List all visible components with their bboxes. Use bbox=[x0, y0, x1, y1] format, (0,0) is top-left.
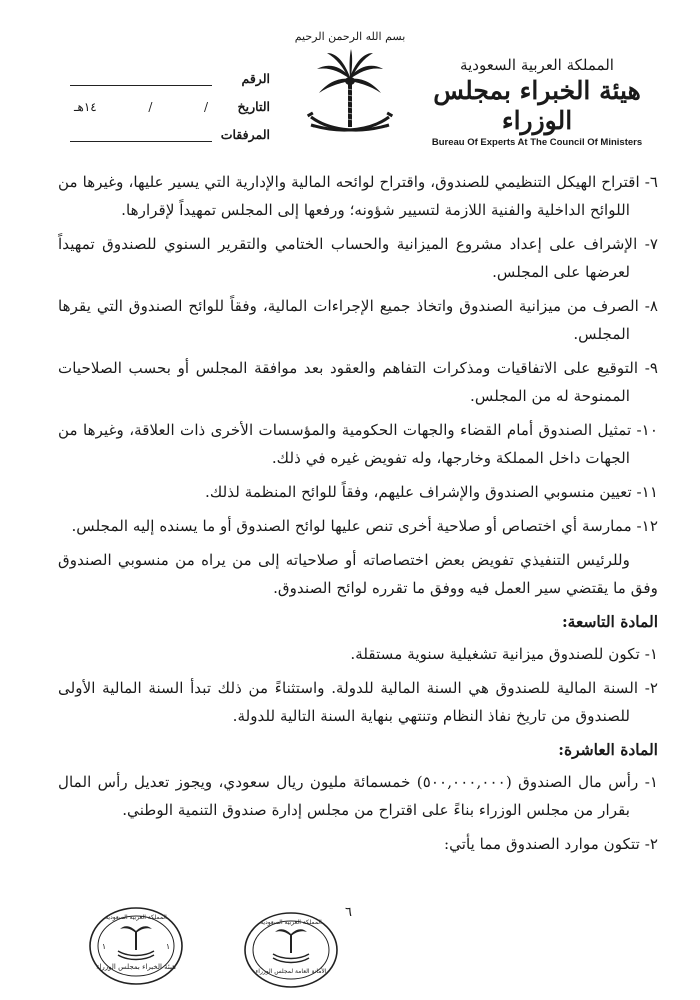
number-field bbox=[70, 66, 270, 86]
list-item: ٦- اقتراح الهيكل التنظيمي للصندوق، واقتراح لوائحه المالية والإدارية التي يسير عليها، وغيرها من اللوائح الداخلية والفنية اللازمة لتسيير شؤونه؛ ورفعها إلى المجلس تمهيداً لإقرارها. bbox=[58, 173, 659, 219]
date-separator: / bbox=[203, 100, 208, 114]
seal-right-number: ١ bbox=[165, 942, 171, 951]
attachments-blank-line bbox=[70, 131, 212, 142]
date-field bbox=[70, 94, 270, 114]
list-item: ١- تكون للصندوق ميزانية تشغيلية سنوية مستقلة. bbox=[350, 645, 658, 663]
basmala: بسم الله الرحمن الرحيم bbox=[294, 30, 406, 43]
palm-and-swords-emblem-icon bbox=[305, 47, 395, 142]
seal-right-text: هيئة الخبراء بمجلس الوزراء bbox=[96, 963, 176, 971]
number-label: الرقم bbox=[241, 71, 270, 86]
bureau-name: هيئة الخبراء بمجلس الوزراء bbox=[433, 76, 641, 135]
list-item: ١- رأس مال الصندوق (٥٠٠,٠٠٠,٠٠٠) خمسمائة مليون ريال سعودي، ويجوز تعديل رأس المال بقرار من مجلس الوزراء بناءً على اقتراح من مجلس إدارة صندوق التنمية الوطني. bbox=[58, 773, 658, 819]
document-body bbox=[58, 168, 658, 864]
seal-right-number: ١ bbox=[101, 942, 107, 951]
seal-left-text: المملكة العربية السعودية bbox=[260, 919, 322, 926]
seal-left-text: الأمانة العامة لمجلس الوزراء bbox=[255, 968, 327, 975]
letterhead-reference-fields bbox=[70, 66, 270, 150]
date-blank bbox=[70, 100, 212, 114]
list-item: ٨- الصرف من ميزانية الصندوق واتخاذ جميع الإجراءات المالية، وفقاً للوائح الصندوق التي يقرها المجلس. bbox=[58, 297, 659, 343]
list-item: ٢- السنة المالية للصندوق هي السنة المالية للدولة. واستثناءً من ذلك تبدأ السنة المالية الأولى للصندوق من تاريخ نفاذ النظام وتنتهي بنهاية السنة التالية للدولة. bbox=[58, 679, 659, 725]
bureau-seal-stamp bbox=[88, 905, 184, 987]
number-blank-line bbox=[70, 75, 212, 86]
date-label: التاريخ bbox=[237, 99, 270, 114]
letterhead-emblem-block bbox=[290, 30, 410, 142]
secretariat-seal-stamp bbox=[243, 910, 339, 990]
letterhead-organization bbox=[412, 56, 662, 148]
page-number: ٦ bbox=[345, 905, 352, 920]
bureau-english-name: Bureau Of Experts At The Council Of Ministers bbox=[431, 137, 643, 148]
delegation-paragraph: وللرئيس التنفيذي تفويض بعض اختصاصاته أو صلاحياته إلى من يراه من منسوبي الصندوق وفق ما يقتضي سير العمل فيه ووفق ما تقرره لوائح الصندوق. bbox=[58, 551, 658, 597]
kingdom-name: المملكة العربية السعودية bbox=[460, 56, 614, 74]
list-item: ١٢- ممارسة أي اختصاص أو صلاحية أخرى تنص عليها لوائح الصندوق أو ما يسنده إليه المجلس. bbox=[71, 517, 658, 535]
list-item: ٧- الإشراف على إعداد مشروع الميزانية والحساب الختامي والتقرير السنوي للصندوق تمهيداً لعرضها على المجلس. bbox=[58, 235, 659, 281]
attachments-field bbox=[70, 122, 270, 142]
article-9-heading: المادة التاسعة: bbox=[561, 612, 658, 631]
attachments-label: المرفقات bbox=[220, 127, 270, 142]
list-item: ٩- التوقيع على الاتفاقيات ومذكرات التفاهم والعقود بعد موافقة المجلس أو بحسب الصلاحيات الممنوحة له من المجلس. bbox=[58, 359, 659, 405]
date-separator: / bbox=[148, 100, 153, 114]
list-item: ٢- تتكون موارد الصندوق مما يأتي: bbox=[443, 835, 658, 853]
seal-right-text: المملكة العربية السعودية bbox=[105, 914, 167, 921]
list-item: ١١- تعيين منسوبي الصندوق والإشراف عليهم، وفقاً للوائح المنظمة لذلك. bbox=[205, 483, 658, 501]
list-item: ١٠- تمثيل الصندوق أمام القضاء والجهات الحكومية والمؤسسات الأخرى ذات العلاقة، وغيرها من الجهات داخل المملكة وخارجها، وله تفويض غيره في ذلك. bbox=[58, 421, 658, 467]
article-10-heading: المادة العاشرة: bbox=[558, 740, 658, 759]
date-year-suffix: ١٤هـ bbox=[74, 100, 97, 114]
